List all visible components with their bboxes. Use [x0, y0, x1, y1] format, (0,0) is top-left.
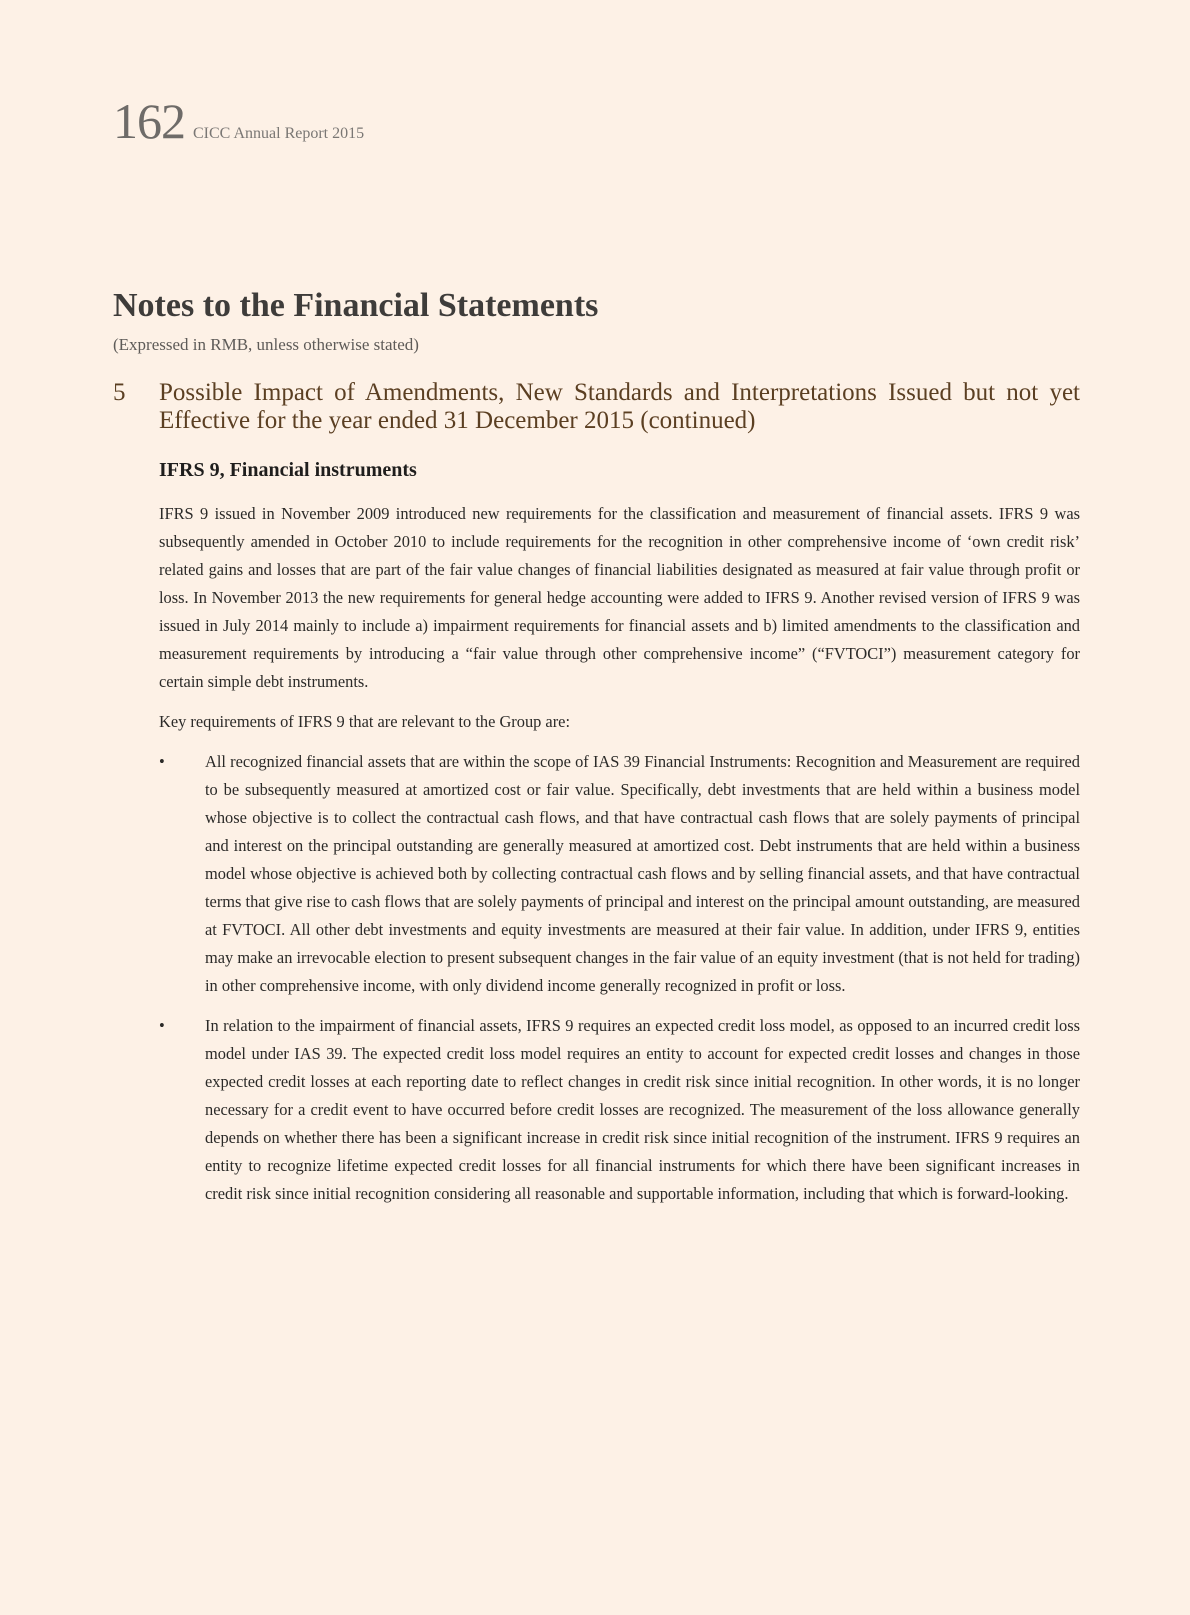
report-title: CICC Annual Report 2015 [193, 125, 365, 142]
note-heading [113, 379, 1080, 435]
page-header [113, 93, 365, 149]
requirements-list [159, 748, 1080, 1208]
list-item-text: In relation to the impairment of financial assets, IFRS 9 requires an expected credit loss model, as opposed to an incurred credit loss model under IAS 39. The expected credit loss model requires an entity to account for expected credit losses and changes in those expected credit losses at each reporting date to reflect changes in credit risk since initial recognition. In other words, it is no longer necessary for a credit event to have occurred before credit losses are recognized. The measurement of the loss allowance generally depends on whether there has been a significant increase in credit risk since initial recognition of the instrument. IFRS 9 requires an entity to recognize lifetime expected credit losses for all financial instruments for which there have been significant increases in credit risk since initial recognition considering all reasonable and supportable information, including that which is forward-looking. [205, 1016, 1080, 1203]
list-item-text: All recognized financial assets that are within the scope of IAS 39 Financial Instruments: Recognition and Measurement are required to be subsequently measured at amortized cost or fair value. Specifically, debt investments that are held within a business model whose objective is to collect the contractual cash flows, and that have contractual cash flows that are solely payments of principal and interest on the principal outstanding are generally measured at amortized cost. Debt instruments that are held within a business model whose objective is achieved both by collecting contractual cash flows and by selling financial assets, and that have contractual terms that give rise to cash flows that are solely payments of principal and interest on the principal amount outstanding, are measured at FVTOCI. All other debt investments and equity investments are measured at their fair value. In addition, under IFRS 9, entities may make an irrevocable election to present subsequent changes in the fair value of an equity investment (that is not held for trading) in other comprehensive income, with only dividend income generally recognized in profit or loss. [205, 752, 1080, 995]
bullet-icon: • [159, 752, 165, 771]
subsection-heading: IFRS 9, Financial instruments [159, 459, 417, 481]
note-title: Possible Impact of Amendments, New Standards and Interpretations Issued but not yet Effective for the year ended 31 December 2015 (continued) [159, 379, 1080, 434]
bullet-icon: • [159, 1016, 165, 1035]
paragraph-key-requirements-intro: Key requirements of IFRS 9 that are relevant to the Group are: [159, 712, 570, 731]
section-title: Notes to the Financial Statements [113, 287, 599, 324]
paragraph-ifrs9-history: IFRS 9 issued in November 2009 introduced new requirements for the classification and measurement of financial assets. IFRS 9 was subsequently amended in October 2010 to include requirements for the recognition in other comprehensive income of ‘own credit risk’ related gains and losses that are part of the fair value changes of financial liabilities designated as measured at fair value through profit or loss. In November 2013 the new requirements for general hedge accounting were added to IFRS 9. Another revised version of IFRS 9 was issued in July 2014 mainly to include a) impairment requirements for financial assets and b) limited amendments to the classification and measurement requirements by introducing a “fair value through other comprehensive income” (“FVTOCI”) measurement category for certain simple debt instruments. [159, 504, 1080, 691]
section-subtitle: (Expressed in RMB, unless otherwise stated) [113, 335, 419, 354]
note-number: 5 [113, 379, 126, 406]
note-content [159, 456, 1080, 1220]
page-number: 162 [113, 93, 185, 149]
list-item [159, 748, 1080, 1000]
list-item [159, 1012, 1080, 1208]
